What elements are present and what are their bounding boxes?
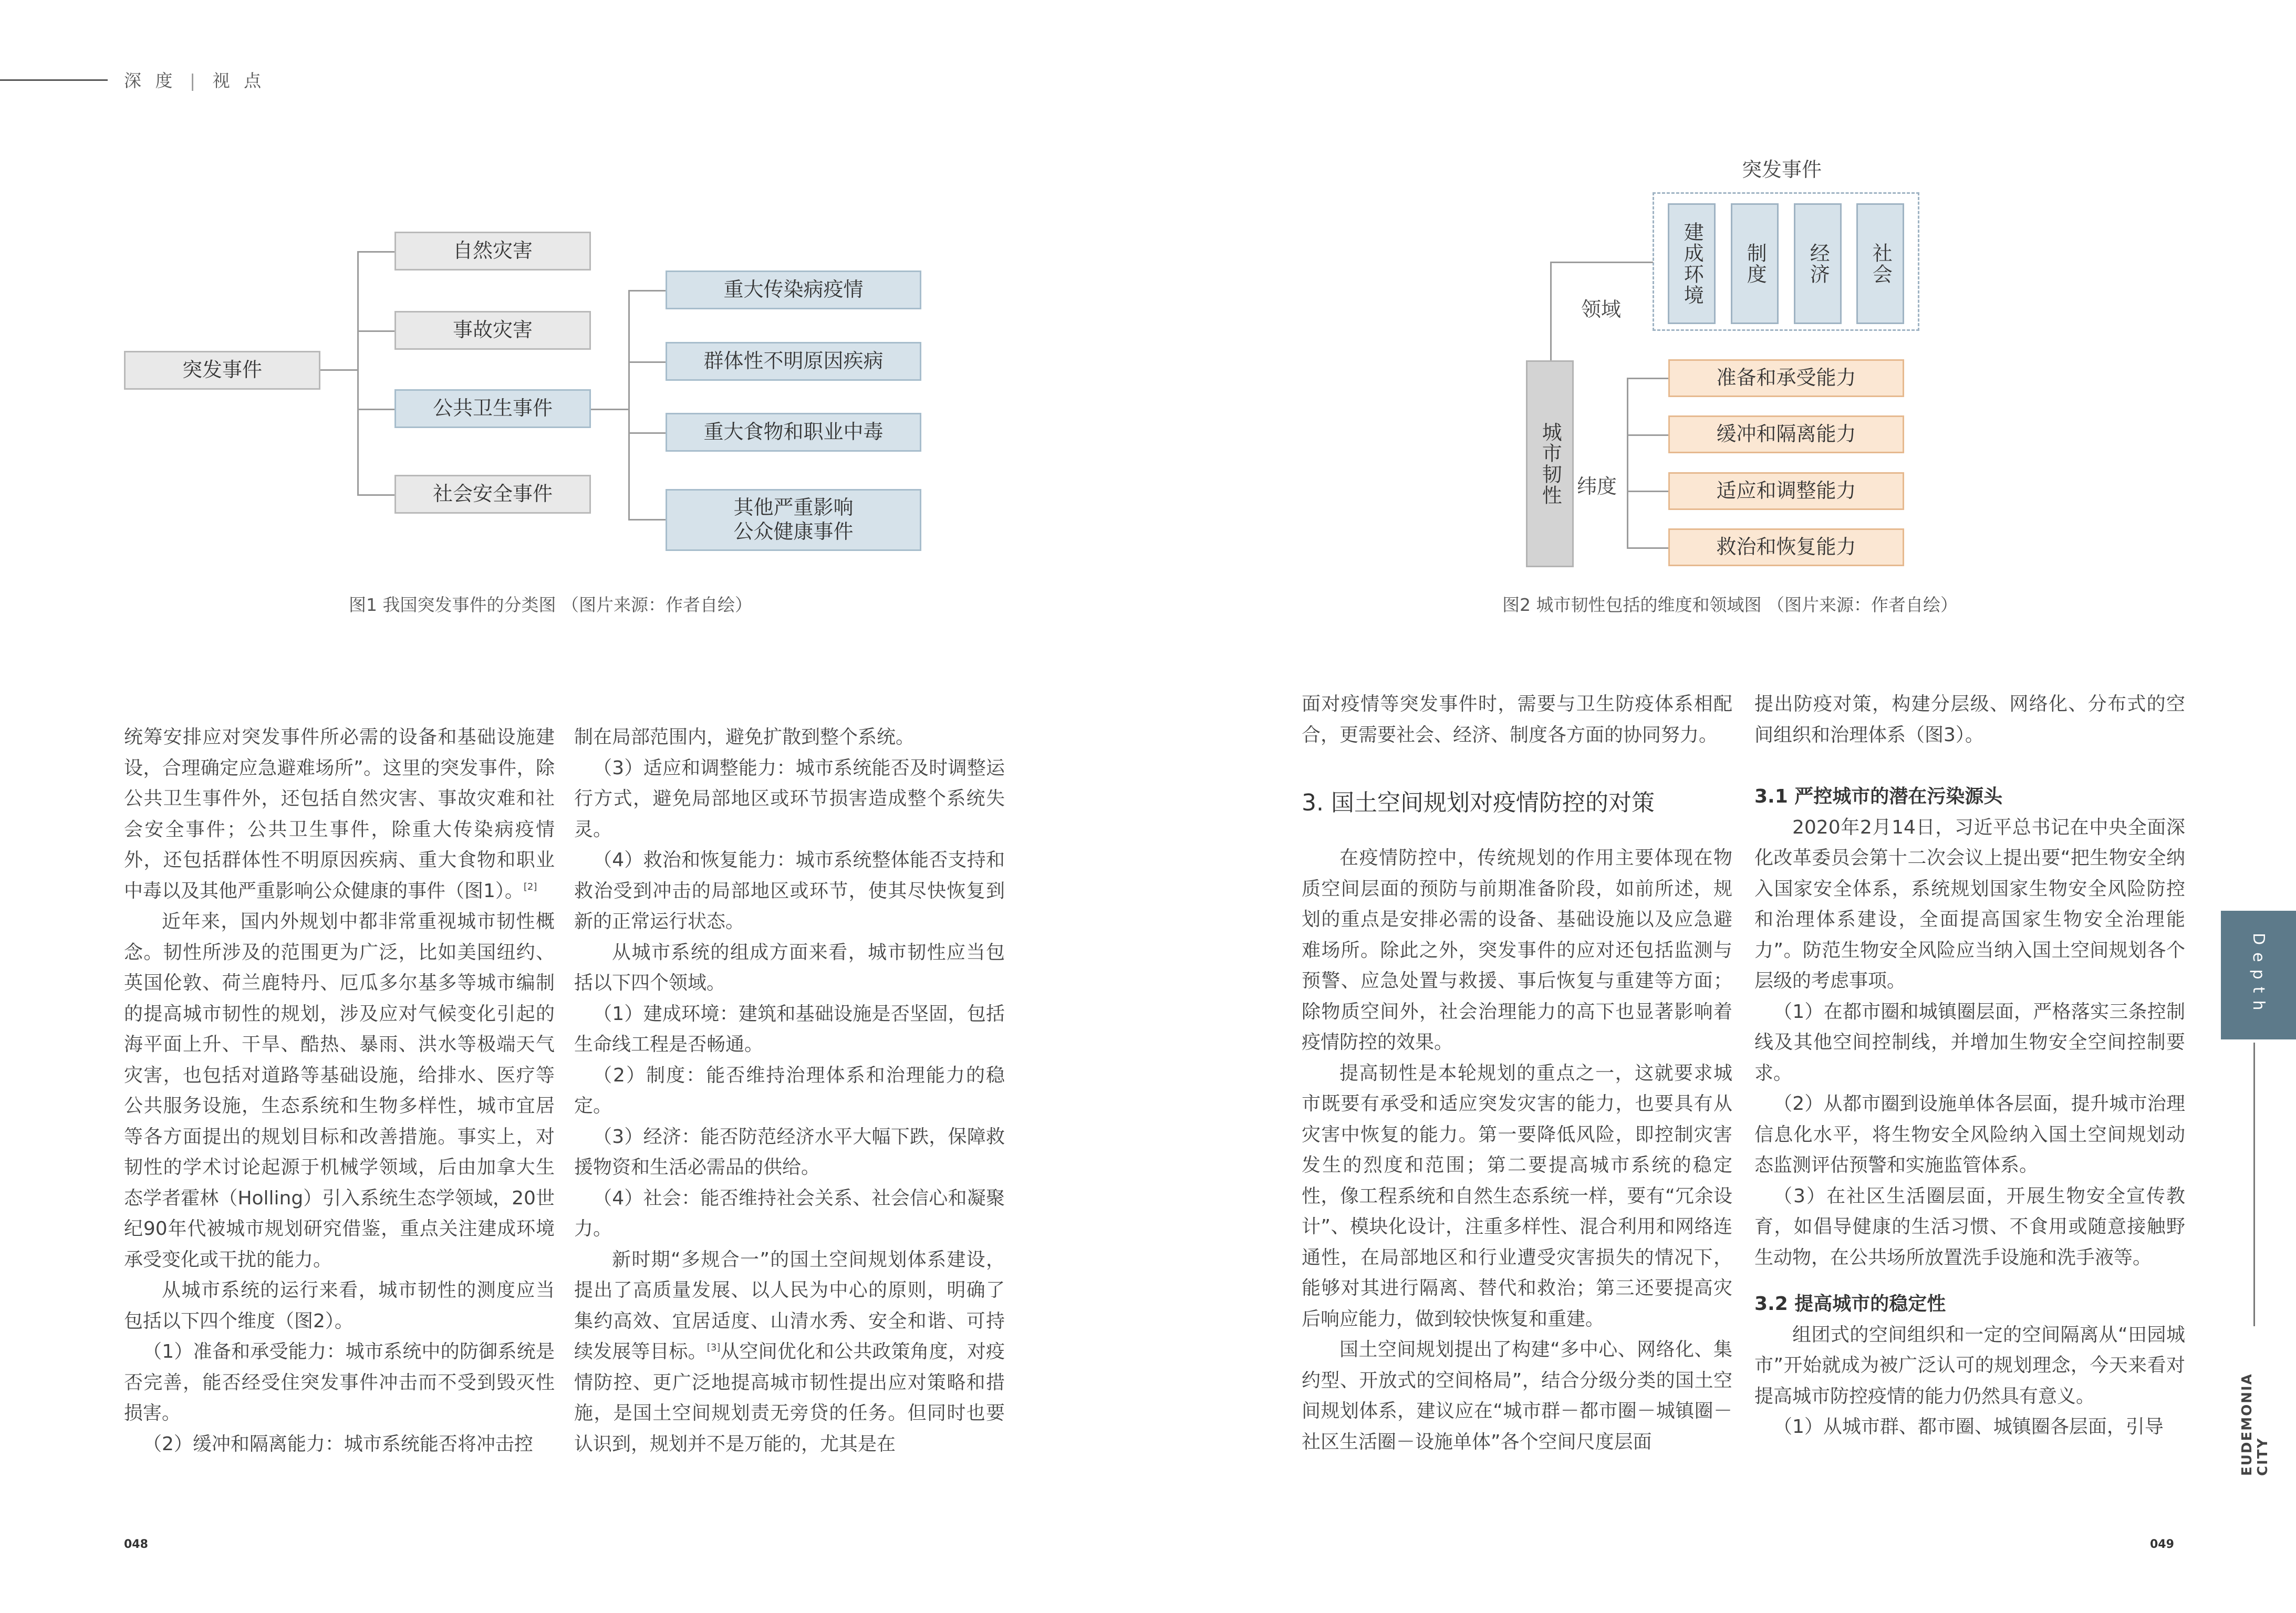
fig1-connector (628, 519, 666, 521)
fig2-domain-built-environment: 建成环境 (1668, 203, 1716, 324)
fig2-domain-economy: 经济 (1794, 203, 1842, 324)
fig1-other-line1: 其他严重影响 (733, 496, 854, 519)
fig2-connector (1550, 262, 1552, 361)
paragraph (124, 722, 555, 907)
fig2-dimension-label: 纬度 (1577, 475, 1617, 498)
paragraph: 制在局部范围内，避免扩散到整个系统。 (574, 726, 915, 748)
paragraph: （3）经济：能否防范经济水平大幅下跌，保障救援物资和生活必需品的供给。 (574, 1126, 1005, 1178)
paragraph: （1）在都市圈和城镇圈层面，严格落实三条控制线及其他空间控制线，并增加生物安全空间控制要求。 (1754, 1001, 2185, 1084)
subsection-title: 视 点 (212, 70, 266, 91)
fig1-caption: 图1 我国突发事件的分类图 （图片来源：作者自绘） (349, 595, 752, 615)
fig1-connector (357, 330, 394, 332)
section-heading-3: 3. 国土空间规划对疫情防控的对策 (1302, 789, 1655, 816)
fig1-accident-disaster: 事故灾害 (394, 311, 591, 350)
fig1-other-line2: 公众健康事件 (733, 520, 854, 543)
body-column-1 (124, 722, 555, 1460)
page-number-left: 048 (124, 1538, 148, 1551)
header-separator: | (190, 70, 200, 91)
paragraph: （1）建成环境：建筑和基础设施是否坚固，包括生命线工程是否畅通。 (574, 1003, 1005, 1055)
body-column-4 (1754, 689, 2185, 1443)
fig2-connector (1627, 491, 1669, 492)
magazine-brand: EUDEMONIA CITY (2239, 1373, 2271, 1476)
paragraph: 从城市系统的运行来看，城市韧性的测度应当包括以下四个维度（图2）。 (124, 1279, 555, 1332)
fig2-domain-society: 社会 (1856, 203, 1904, 324)
paragraph: （2）缓冲和隔离能力：城市系统能否将冲击控 (143, 1433, 533, 1455)
paragraph: （4）救治和恢复能力：城市系统整体能否支持和救治受到冲击的局部地区或环节，使其尽快恢复到新的正常运行状态。 (574, 849, 1005, 932)
fig2-connector (1627, 434, 1669, 436)
paragraph: 近年来，国内外规划中都非常重视城市韧性概念。韧性所涉及的范围更为广泛，比如美国纽约、英国伦敦、荷兰鹿特丹、厄瓜多尔基多等城市编制的提高城市韧性的规划，涉及应对气候变化引起的海平面上升、干旱、酷热、暴雨、洪水等极端天气灾害，也包括对道路等基础设施，给排水、医疗等公共服务设施，生态系统和生物多样性，城市宜居等各方面提出的规划目标和改善措施。事实上，对韧性的学术讨论起源于机械学领域，后由加拿大生态学者霍林（Holling）引入系统生态学领域，20世纪90年代被城市规划研究借鉴，重点关注建成环境承受变化或干扰的能力。 (124, 911, 555, 1271)
fig1-connector (357, 494, 394, 496)
fig2-connector (1550, 262, 1653, 263)
fig2-connector (1627, 378, 1669, 379)
fig1-food-occupational-poisoning: 重大食物和职业中毒 (666, 413, 921, 452)
fig1-connector (591, 409, 629, 410)
fig2-cap-recovery: 救治和恢复能力 (1668, 528, 1904, 566)
paragraph: （3）适应和调整能力：城市系统能否及时调整运行方式，避免局部地区或环节损害造成整个系统失灵。 (574, 757, 1005, 840)
section-title: 深 度 (124, 70, 177, 91)
paragraph: 在疫情防控中，传统规划的作用主要体现在物质空间层面的预防与前期准备阶段，如前所述，规划的重点是安排必需的设备、基础设施以及应急避难场所。除此之外，突发事件的应对还包括监测与预警、应急处置与救援、事后恢复与重建等方面；除物质空间外，社会治理能力的高下也显著影响着疫情防控的效果。 (1302, 847, 1732, 1053)
paragraph: 国土空间规划提出了构建“多中心、网络化、集约型、开放式的空间格局”，结合分级分类的国土空间规划体系，建议应在“城市群－都市圈－城镇圈－社区生活圈－设施单体”各个空间尺度层面 (1302, 1339, 1732, 1453)
section-tab (2221, 911, 2296, 1039)
body-column-2 (574, 722, 1005, 1460)
fig1-unknown-disease: 群体性不明原因疾病 (666, 342, 921, 381)
body-column-3-top (1302, 689, 1732, 751)
fig1-connector (357, 251, 359, 495)
paragraph: 2020年2月14日，习近平总书记在中央全面深化改革委员会第十二次会议上提出要“把生物安全纳入国家安全体系，系统规划国家生物安全风险防控和治理体系建设，全面提高国家生物安全治理能力”。防范生物安全风险应当纳入国土空间规划各个层级的考虑事项。 (1754, 816, 2185, 992)
paragraph: （2）制度：能否维持治理体系和治理能力的稳定。 (574, 1064, 1005, 1117)
paragraph: （1）从城市群、都市圈、城镇圈各层面，引导 (1773, 1416, 2164, 1438)
subheading-3-2: 3.2 提高城市的稳定性 (1754, 1293, 1946, 1315)
fig1-natural-disaster: 自然灾害 (394, 232, 591, 270)
paragraph: 提高韧性是本轮规划的重点之一，这就要求城市既要有承受和适应突发灾害的能力，也要具有从灾害中恢复的能力。第一要降低风险，即控制灾害发生的烈度和范围；第二要提高城市系统的稳定性，像工程系统和自然生态系统一样，要有“冗余设计”、模块化设计，注重多样性、混合利用和网络连通性，在局部地区和行业遭受灾害损失的情况下，能够对其进行隔离、替代和救治；第三还要提高灾后响应能力，做到较快恢复和重建。 (1302, 1062, 1732, 1330)
fig1-root: 突发事件 (124, 351, 320, 390)
fig1-connector (320, 369, 358, 371)
paragraph-text: 从空间优化和公共政策角度，对疫情防控、更广泛地提高城市韧性提出应对策略和措施，是国土空间规划责无旁贷的任务。但同时也要认识到，规划并不是万能的，尤其是在 (574, 1341, 1005, 1455)
section-tab-label: Depth (2249, 932, 2268, 1018)
paragraph: （4）社会：能否维持社会关系、社会信心和凝聚力。 (574, 1187, 1005, 1240)
paragraph: （2）从都市圈到设施单体各层面，提升城市治理信息化水平，将生物安全风险纳入国土空间规划动态监测评估预警和实施监管体系。 (1754, 1093, 2185, 1176)
paragraph: （1）准备和承受能力：城市系统中的防御系统是否完善，能否经受住突发事件冲击而不受到毁灭性损害。 (124, 1341, 555, 1424)
fig1-connector (357, 251, 394, 253)
fig2-connector (1627, 547, 1669, 549)
fig2-city-resilience: 城市韧性 (1526, 360, 1574, 567)
subheading-3-1: 3.1 严控城市的潜在污染源头 (1754, 786, 2003, 807)
fig1-connector (628, 432, 666, 434)
fig1-connector (628, 290, 630, 520)
paragraph: 提出防疫对策，构建分层级、网络化、分布式的空间组织和治理体系（图3）。 (1754, 693, 2185, 746)
fig2-top-label: 突发事件 (1742, 158, 1822, 181)
citation: [3] (707, 1342, 721, 1353)
fig1-social-security-event: 社会安全事件 (394, 475, 591, 514)
fig2-connector (1627, 378, 1628, 548)
paragraph (574, 1245, 1005, 1460)
paragraph-text: 新时期“多规合一”的国土空间规划体系建设，提出了高质量发展、以人民为中心的原则，明确了集约高效、宜居适度、山清水秀、安全和谐、可持续发展等目标。 (574, 1248, 1005, 1362)
paragraph: （3）在社区生活圈层面，开展生物安全宣传教育，如倡导健康的生活习惯、不食用或随意接触野生动物，在公共场所放置洗手设施和洗手液等。 (1754, 1185, 2185, 1268)
paragraph-text: 统筹安排应对突发事件所必需的设备和基础设施建设，合理确定应急避难场所”。这里的突发事件，除公共卫生事件外，还包括自然灾害、事故灾难和社会安全事件；公共卫生事件，除重大传染病疫情外，还包括群体性不明原因疾病、重大食物和职业中毒以及其他严重影响公众健康的事件（图1）。 (124, 726, 555, 902)
page-number-right: 049 (2150, 1538, 2174, 1551)
section-header (124, 67, 265, 92)
fig2-domain-label: 领域 (1581, 298, 1622, 321)
fig1-other-public-health (666, 489, 921, 551)
fig1-infectious-disease: 重大传染病疫情 (666, 270, 921, 309)
body-column-3 (1302, 843, 1732, 1458)
fig2-caption: 图2 城市韧性包括的维度和领域图 （图片来源：作者自绘） (1502, 595, 1958, 615)
fig2-cap-preparedness: 准备和承受能力 (1668, 359, 1904, 397)
paragraph: 面对疫情等突发事件时，需要与卫生防疫体系相配合，更需要社会、经济、制度各方面的协同努力。 (1302, 693, 1732, 746)
header-rule (0, 79, 108, 81)
paragraph: 组团式的空间组织和一定的空间隔离从“田园城市”开始就成为被广泛认可的规划理念，今天来看对提高城市防控疫情的能力仍然具有意义。 (1754, 1324, 2185, 1407)
side-rule (2253, 1043, 2255, 1326)
fig1-connector (357, 409, 394, 410)
fig2-domain-institution: 制度 (1731, 203, 1779, 324)
fig1-connector (628, 361, 666, 363)
fig1-connector (628, 290, 666, 292)
citation: [2] (523, 881, 537, 892)
fig2-cap-buffering: 缓冲和隔离能力 (1668, 415, 1904, 453)
fig1-public-health-event: 公共卫生事件 (394, 389, 591, 428)
paragraph: 从城市系统的组成方面来看，城市韧性应当包括以下四个领域。 (574, 941, 1005, 994)
fig2-cap-adaptation: 适应和调整能力 (1668, 472, 1904, 510)
